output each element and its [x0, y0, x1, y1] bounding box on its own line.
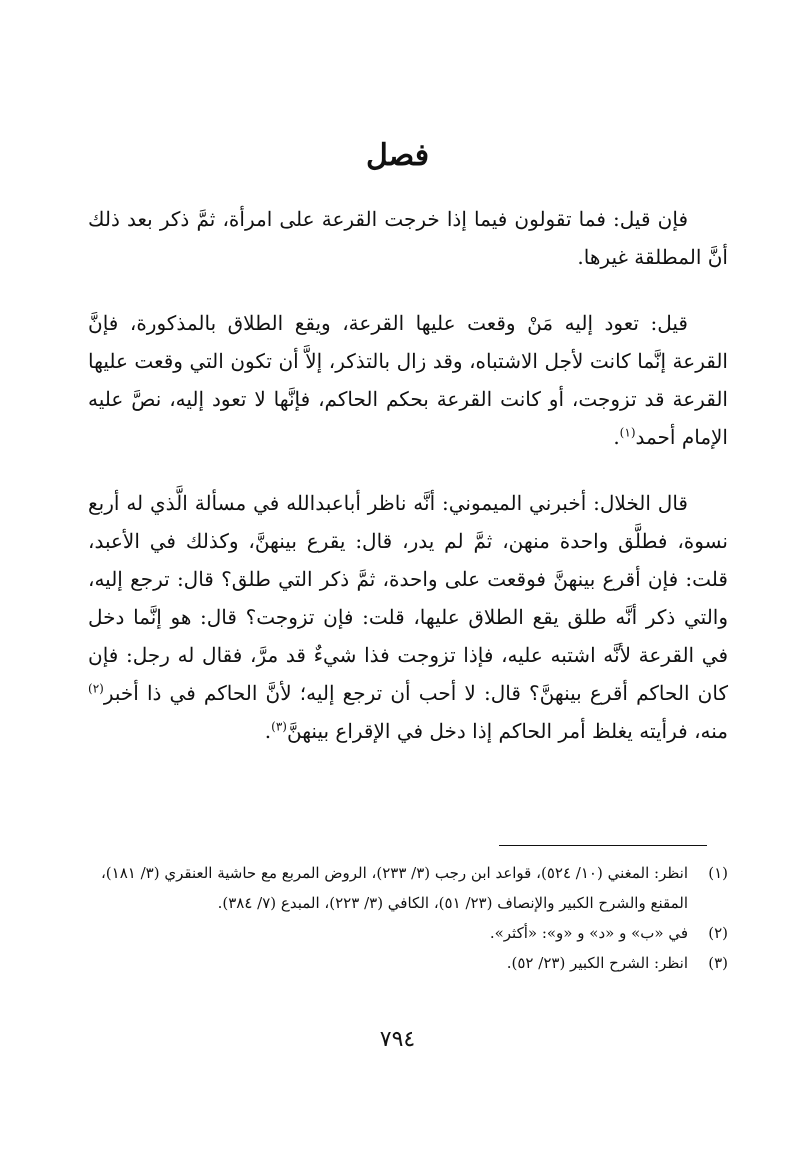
paragraph-text: قيل: تعود إليه مَنْ وقعت عليها القرعة، ويقع الطلاق بالمذكورة، فإنَّ القرعة إنَّما كانت لأجل الاشتباه، وقد زال بالتذكر، إلاَّ أن تكون التي وقعت عليها القرعة قد تزوجت، أو كانت القرعة بحكم الحاكم، فإنَّها لا تعود إليه، نصَّ عليه الإمام أحمد — [88, 311, 728, 449]
main-text — [88, 200, 728, 778]
footnote-number: (١) — [708, 864, 728, 882]
page-number: ٧٩٤ — [379, 1027, 416, 1052]
footnote-text: في «ب» و «د» و «و»: «أكثر». — [489, 924, 688, 942]
footnote-number: (٣) — [708, 954, 728, 972]
footnotes — [88, 858, 728, 978]
footnote-3 — [88, 948, 728, 978]
paragraph-2 — [88, 304, 728, 456]
footnote-ref[interactable]: (٣) — [271, 719, 287, 734]
footnote-1 — [88, 858, 728, 918]
footnote-ref[interactable]: (١) — [619, 425, 636, 440]
paragraph-end: . — [613, 425, 620, 449]
paragraph-1 — [88, 200, 728, 276]
paragraph-end: . — [264, 719, 272, 743]
footnote-separator — [499, 845, 707, 846]
footnote-2 — [88, 918, 728, 948]
footnote-number: (٢) — [708, 924, 728, 942]
section-heading: فصل — [365, 138, 430, 173]
footnote-text: انظر: المغني (١٠/ ٥٢٤)، قواعد ابن رجب (٣/ ٢٣٣)، الروض المربع مع حاشية العنقري (٣/ ١٨١)، المقنع والشرح الكبير والإنصاف (٢٣/ ٥١)، الكافي (٣/ ٢٢٣)، المبدع (٧/ ٣٨٤). — [100, 864, 688, 912]
paragraph-text: قال الخلال: أخبرني الميموني: أنَّه ناظر أباعبدالله في مسألة الَّذي له أربع نسوة، فطلَّق واحدة منهن، ثمَّ لم يدر، قال: يقرع بينهنَّ، وكذلك في الأعبد، قلت: فإن أقرع بينهنَّ فوقعت على واحدة، ثمَّ ذكر التي طلق؟ قال: ترجع إليه، والتي ذكر أنَّه طلق يقع الطلاق عليها، قلت: فإن تزوجت؟ قال: هو إنَّما دخل في القرعة لأنَّه اشتبه عليه، فإذا تزوجت فذا شيءٌ قد مرَّ، فقال له رجل: فإن كان الحاكم أقرع بينهنَّ؟ قال: لا أحب أن ترجع إليه؛ لأنَّ الحاكم في ذا أخبر — [88, 491, 728, 705]
paragraph-text: منه، فرأيته يغلظ أمر الحاكم إذا دخل في الإقراع بينهنَّ — [286, 719, 728, 743]
paragraph-text: فإن قيل: فما تقولون فيما إذا خرجت القرعة على امرأة، ثمَّ ذكر بعد ذلك أنَّ المطلقة غيرها. — [88, 207, 728, 269]
footnote-text: انظر: الشرح الكبير (٢٣/ ٥٢). — [506, 954, 688, 972]
footnote-ref[interactable]: (٢) — [88, 681, 104, 696]
paragraph-3 — [88, 484, 728, 750]
